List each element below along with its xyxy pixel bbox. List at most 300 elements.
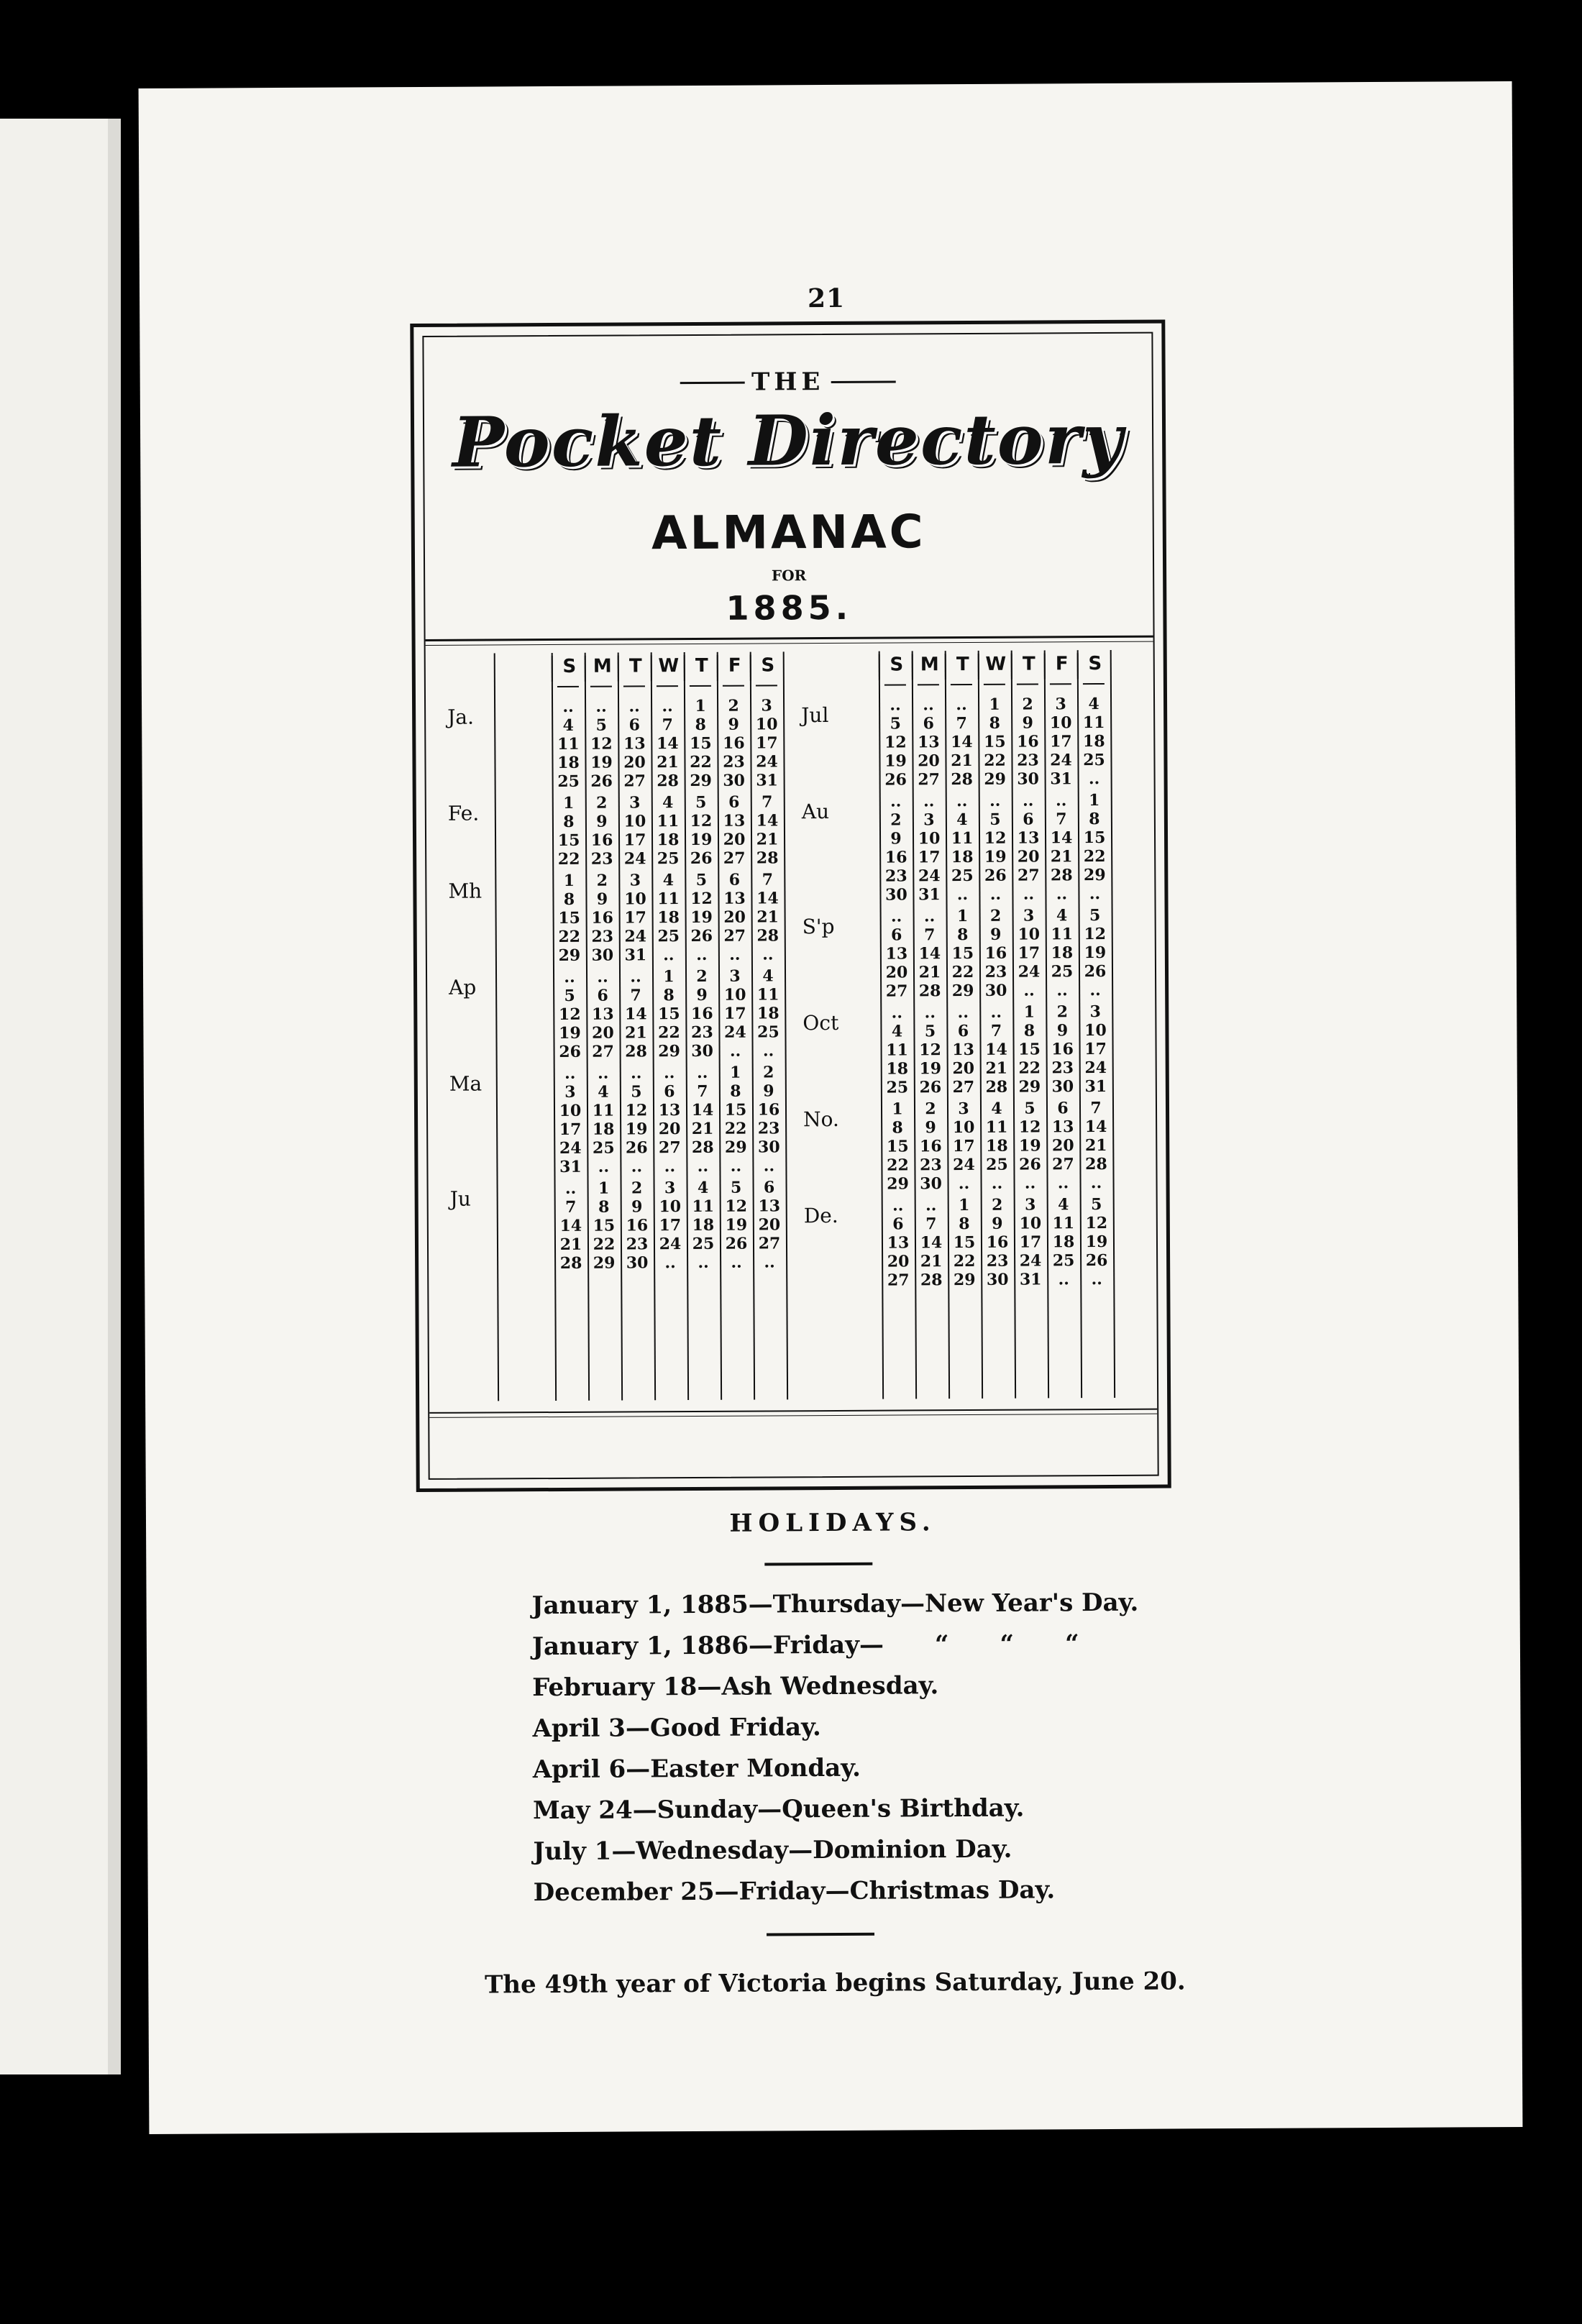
day-number: 8 (563, 889, 575, 909)
day-number: 29 (658, 1042, 680, 1061)
day-number: 11 (985, 1117, 1008, 1137)
day-number: 11 (1051, 925, 1074, 944)
day-number: 29 (724, 1138, 747, 1157)
day-number: .. (958, 1174, 970, 1194)
month-day-column (882, 1196, 915, 1289)
month-day-column (717, 697, 751, 790)
day-number: 6 (664, 1082, 675, 1102)
day-number: 6 (597, 986, 608, 1005)
day-number: .. (762, 945, 774, 964)
header-divider-thin (426, 641, 1153, 646)
day-number: 29 (951, 981, 974, 1001)
month-day-column (585, 872, 619, 965)
day-number: 4 (697, 1178, 709, 1197)
day-header-underline (557, 686, 579, 687)
day-number: 4 (1088, 695, 1099, 714)
day-number: 9 (1056, 1021, 1069, 1040)
month-day-column (948, 1196, 982, 1289)
day-number: 21 (559, 1235, 582, 1254)
month-day-column (618, 871, 652, 964)
day-number: 3 (1023, 906, 1035, 925)
day-number: 18 (657, 908, 680, 928)
month-day-column (915, 1196, 948, 1289)
month-day-column (979, 1003, 1013, 1097)
day-number: 7 (1056, 810, 1067, 829)
day-number: 10 (1019, 1214, 1042, 1233)
day-number: 10 (559, 1101, 582, 1120)
day-number: 11 (951, 828, 974, 848)
month-day-column (879, 695, 913, 789)
day-number: 26 (984, 866, 1007, 885)
month-day-column (913, 1003, 947, 1097)
almanac-subtitle: ALMANAC (651, 505, 926, 561)
holidays-list (531, 1582, 1252, 1913)
day-header-underline (884, 684, 906, 685)
day-number: 28 (918, 982, 941, 1001)
month-day-column (652, 967, 686, 1061)
day-number: 3 (958, 1099, 969, 1119)
day-number: 27 (723, 848, 746, 868)
day-number: 30 (986, 1270, 1009, 1289)
day-number: .. (1058, 1270, 1069, 1289)
day-number: 4 (891, 1022, 903, 1041)
day-number: 5 (924, 1022, 936, 1041)
day-number: 29 (953, 1270, 976, 1290)
day-number: 28 (1050, 866, 1073, 885)
day-number: 17 (918, 848, 941, 867)
day-number: 2 (696, 966, 708, 986)
day-number: 29 (593, 1253, 616, 1273)
day-number: 26 (625, 1138, 648, 1158)
day-number: 21 (918, 963, 941, 982)
day-number: .. (1090, 1174, 1102, 1193)
day-number: 12 (690, 889, 713, 909)
day-header-underline (690, 685, 711, 687)
day-header: W (978, 654, 1012, 680)
day-number: 13 (952, 1040, 974, 1060)
day-number: 25 (757, 1023, 779, 1042)
almanac-inner-frame (422, 332, 1158, 1480)
day-number: 12 (558, 1005, 581, 1024)
day-number: .. (1089, 981, 1101, 1000)
day-number: .. (1056, 884, 1068, 904)
day-number: 18 (886, 1059, 909, 1079)
day-number: 24 (623, 849, 646, 869)
month-day-column (587, 1064, 621, 1176)
day-number: 2 (925, 1099, 936, 1119)
day-number: 21 (985, 1058, 1008, 1078)
day-number: 1 (563, 793, 575, 813)
month-day-column (618, 697, 651, 790)
day-number: 10 (723, 985, 746, 1005)
day-number: 26 (590, 772, 613, 791)
holiday-item: April 6—Easter Monday. (532, 1753, 861, 1785)
day-number: 4 (562, 715, 574, 735)
day-number: 23 (691, 1023, 713, 1043)
day-number: 22 (557, 849, 580, 869)
day-number: 18 (692, 1215, 715, 1235)
day-number: 28 (951, 769, 973, 790)
day-number: 31 (559, 1157, 582, 1176)
month-day-column (587, 1179, 621, 1273)
day-number: 28 (756, 926, 779, 946)
day-number: .. (990, 1002, 1002, 1022)
day-number: 19 (919, 1059, 942, 1079)
day-number: 23 (1051, 1058, 1074, 1078)
day-number: .. (597, 967, 608, 987)
day-number: 27 (1052, 1155, 1074, 1174)
day-number: 31 (1019, 1270, 1042, 1289)
day-number: 17 (755, 733, 778, 753)
day-number: 3 (1024, 1195, 1036, 1214)
month-day-column (1044, 695, 1078, 788)
day-number: 10 (623, 812, 646, 831)
day-number: 22 (887, 1156, 909, 1175)
day-number: 8 (563, 812, 575, 831)
day-number: 21 (625, 1023, 647, 1043)
month-label: De. (803, 1203, 838, 1228)
month-day-column (685, 871, 718, 964)
day-number: .. (923, 907, 936, 926)
day-number: 27 (658, 1138, 681, 1158)
day-number: 26 (884, 770, 907, 790)
day-number: 19 (725, 1215, 748, 1235)
day-number: 6 (923, 714, 934, 733)
month-day-column (687, 1179, 721, 1272)
day-number: 25 (1083, 750, 1105, 770)
day-number: 5 (564, 986, 575, 1005)
day-number: .. (991, 1174, 1003, 1193)
day-number: .. (1024, 1174, 1036, 1193)
month-day-column (686, 1063, 720, 1176)
day-number: .. (892, 1196, 904, 1215)
day-number: 25 (657, 849, 680, 869)
day-number: 23 (1017, 751, 1039, 770)
month-day-column (586, 968, 620, 1061)
month-day-column (618, 793, 652, 868)
day-number: .. (1088, 769, 1100, 789)
day-number: 27 (1017, 866, 1040, 885)
day-number: 15 (724, 1100, 747, 1120)
day-number: 30 (626, 1253, 649, 1273)
day-number: 10 (755, 715, 778, 734)
day-number: 9 (631, 1197, 643, 1217)
day-number: 5 (890, 714, 901, 733)
day-number: .. (630, 967, 641, 987)
day-header: F (1044, 653, 1079, 679)
month-day-column (881, 1099, 915, 1193)
the-heading (424, 366, 1152, 398)
day-number: 5 (631, 1082, 642, 1102)
day-number: 14 (1084, 1117, 1107, 1137)
day-number: 17 (1019, 1232, 1042, 1252)
month-day-column (1079, 1099, 1113, 1192)
day-number: 20 (887, 1252, 910, 1271)
day-number: .. (956, 695, 967, 715)
day-number: 29 (690, 771, 712, 791)
day-number: 4 (598, 1082, 609, 1102)
day-number: 17 (624, 908, 646, 928)
almanac-year: 1885. (726, 587, 853, 628)
day-number: 22 (1083, 846, 1106, 866)
day-number: 30 (920, 1174, 942, 1194)
day-number: 26 (725, 1234, 748, 1253)
month-label: Ap (449, 975, 477, 999)
day-header-underline (723, 685, 744, 687)
month-day-column (1077, 695, 1111, 788)
day-number: 21 (756, 907, 779, 927)
day-number: 6 (728, 792, 740, 812)
day-number: 9 (696, 985, 708, 1005)
day-number: 6 (891, 925, 902, 945)
day-number: 25 (986, 1155, 1008, 1174)
day-number: 28 (920, 1271, 943, 1290)
month-label: Ja. (447, 705, 475, 729)
day-number: 22 (690, 752, 712, 772)
day-number: 14 (950, 732, 973, 752)
month-day-column (1014, 1195, 1048, 1289)
day-number: 3 (664, 1179, 676, 1198)
month-day-column (1046, 1002, 1079, 1096)
day-number: .. (1057, 1174, 1069, 1193)
day-number: 3 (564, 1082, 576, 1102)
day-number: 3 (729, 966, 741, 986)
day-number: 22 (951, 962, 974, 982)
day-number: 28 (625, 1042, 647, 1061)
day-number: 12 (725, 1197, 748, 1216)
day-number: .. (664, 1063, 675, 1083)
month-day-column (880, 1003, 914, 1097)
day-number: .. (731, 1253, 742, 1272)
day-number: 23 (591, 927, 614, 946)
day-number: 20 (1051, 1136, 1074, 1156)
day-number: 30 (1017, 769, 1039, 789)
day-number: .. (1023, 791, 1034, 810)
day-number: 10 (624, 889, 646, 909)
day-number: 1 (598, 1179, 610, 1198)
calendar-left-half (426, 651, 785, 1401)
day-number: 24 (559, 1138, 582, 1158)
day-number: 15 (1083, 828, 1106, 848)
day-number: 20 (918, 751, 940, 771)
day-number: 20 (592, 1023, 614, 1043)
day-number: 21 (1084, 1135, 1107, 1156)
day-number: 27 (918, 770, 940, 790)
month-day-column (651, 871, 685, 964)
day-number: 31 (1084, 1076, 1107, 1097)
day-number: 19 (559, 1023, 581, 1043)
day-number: 18 (557, 753, 580, 772)
day-number: 25 (1052, 1251, 1075, 1271)
day-number: 9 (990, 925, 1002, 944)
day-number: 2 (596, 871, 608, 890)
day-number: 8 (989, 713, 1000, 733)
day-number: .. (890, 695, 901, 715)
day-number: 24 (624, 927, 647, 946)
day-number: 28 (691, 1138, 714, 1158)
day-number: 10 (918, 829, 941, 848)
day-number: 16 (919, 1137, 942, 1156)
holiday-item: May 24—Sunday—Queen's Birthday. (533, 1793, 1025, 1826)
day-number: .. (763, 1156, 775, 1176)
day-number: 27 (723, 926, 746, 946)
day-number: 8 (959, 1214, 970, 1234)
day-number: 13 (1051, 1117, 1074, 1137)
day-number: 30 (723, 771, 745, 790)
month-day-column (651, 793, 685, 868)
day-number: 27 (885, 982, 908, 1001)
day-number: 15 (953, 1232, 976, 1253)
day-number: 16 (626, 1216, 649, 1235)
month-day-column (1046, 906, 1079, 999)
day-number: 7 (762, 870, 774, 889)
holidays-title: HOLIDAYS. (729, 1508, 936, 1538)
day-number: 25 (886, 1078, 909, 1097)
day-number: 15 (886, 1137, 909, 1156)
month-day-column (619, 967, 653, 1061)
month-day-column (685, 967, 719, 1061)
day-number: 9 (596, 812, 608, 831)
day-number: 23 (757, 1119, 780, 1138)
day-number: 23 (986, 1251, 1009, 1271)
day-header-underline (623, 685, 645, 687)
day-number: 21 (691, 1119, 714, 1139)
day-number: 26 (1084, 961, 1107, 982)
day-number: .. (663, 946, 675, 965)
month-day-column (720, 1179, 754, 1272)
day-number: 2 (728, 696, 739, 715)
day-number: 31 (624, 946, 647, 965)
day-number: 1 (1089, 791, 1100, 810)
day-number: 1 (663, 967, 675, 987)
day-number: 7 (564, 1197, 577, 1217)
day-number: 4 (1057, 1195, 1069, 1214)
day-number: 9 (992, 1214, 1003, 1233)
day-number: 3 (761, 696, 772, 715)
month-day-column (1080, 1195, 1114, 1289)
calendar-table (426, 650, 1157, 1401)
day-number: 12 (590, 734, 613, 754)
day-header: M (912, 654, 946, 680)
month-day-column (1012, 906, 1046, 999)
day-number: 14 (691, 1100, 714, 1120)
month-day-column (914, 1099, 948, 1193)
day-number: 23 (590, 849, 613, 869)
day-number: 20 (723, 907, 746, 927)
day-number: 15 (557, 831, 580, 850)
day-number: 30 (1051, 1077, 1074, 1097)
document-page (139, 81, 1523, 2134)
day-number: 23 (920, 1156, 942, 1175)
day-number: 12 (884, 733, 907, 752)
day-number: 18 (1051, 943, 1074, 963)
month-day-column (981, 1196, 1015, 1289)
day-number: .. (764, 1253, 775, 1272)
month-day-column (552, 872, 586, 965)
month-day-column (979, 907, 1013, 1000)
day-number: 30 (885, 885, 907, 905)
day-number: 12 (1018, 1117, 1041, 1137)
day-number: .. (562, 697, 574, 716)
month-label: Ju (449, 1186, 472, 1211)
day-number: 29 (558, 946, 581, 965)
day-number: 6 (957, 1021, 969, 1041)
day-number: .. (595, 697, 607, 716)
day-number: 19 (690, 830, 713, 850)
day-number: 19 (884, 751, 907, 771)
day-number: 17 (659, 1216, 682, 1235)
month-day-column (1012, 791, 1046, 903)
calendar-bottom-rule (429, 1409, 1157, 1414)
day-header: S (750, 654, 785, 680)
day-number: .. (957, 1002, 969, 1023)
day-number: 9 (763, 1081, 774, 1101)
day-number: 25 (692, 1234, 715, 1254)
day-number: 11 (1082, 713, 1105, 733)
month-day-column (554, 1064, 587, 1176)
holiday-item: April 3—Good Friday. (532, 1713, 821, 1744)
day-number: 8 (1089, 810, 1100, 829)
page-number: 21 (807, 283, 846, 314)
day-number: 21 (756, 830, 779, 849)
day-number: 24 (1018, 962, 1041, 982)
day-number: 6 (1023, 810, 1034, 829)
day-number: 26 (919, 1078, 942, 1097)
month-day-column (913, 792, 946, 904)
day-number: 11 (657, 889, 680, 909)
day-number: 8 (598, 1197, 610, 1217)
day-number: 16 (690, 1004, 713, 1024)
day-number: 6 (728, 870, 741, 889)
day-number: 18 (1052, 1232, 1075, 1252)
day-number: 10 (952, 1117, 975, 1138)
day-number: 13 (1017, 828, 1040, 848)
month-label: S'p (802, 914, 835, 939)
day-number: 31 (918, 885, 941, 905)
the-rule-right (831, 380, 895, 383)
day-number: 22 (658, 1023, 680, 1043)
day-number: 14 (918, 944, 941, 964)
day-number: 3 (923, 810, 935, 830)
day-header-underline (951, 684, 972, 685)
holidays-rule-bottom (767, 1933, 874, 1936)
day-number: .. (891, 1003, 903, 1023)
the-word: THE (751, 367, 825, 397)
holiday-item: January 1, 1886—Friday— “ “ “ (531, 1629, 1079, 1662)
day-number: .. (989, 791, 1001, 810)
calendar-bottom-rule-thin (429, 1414, 1157, 1418)
month-label: Oct (803, 1010, 839, 1035)
day-number: .. (956, 791, 968, 811)
month-day-column (621, 1179, 654, 1272)
day-number: 9 (728, 715, 739, 734)
day-number: 12 (1085, 1213, 1108, 1233)
day-number: .. (762, 1041, 774, 1061)
day-number: 1 (730, 1063, 741, 1082)
day-number: 23 (884, 866, 907, 886)
day-number: 15 (593, 1216, 616, 1235)
day-number: 25 (657, 927, 680, 946)
day-number: .. (598, 1063, 609, 1083)
day-number: 22 (724, 1119, 747, 1138)
day-number: 31 (1050, 769, 1072, 789)
day-header: W (651, 655, 685, 681)
month-day-column (585, 697, 618, 791)
day-number: .. (729, 1041, 741, 1061)
day-number: 1 (892, 1099, 903, 1119)
month-day-column (880, 907, 914, 1000)
month-day-column (946, 907, 980, 1000)
